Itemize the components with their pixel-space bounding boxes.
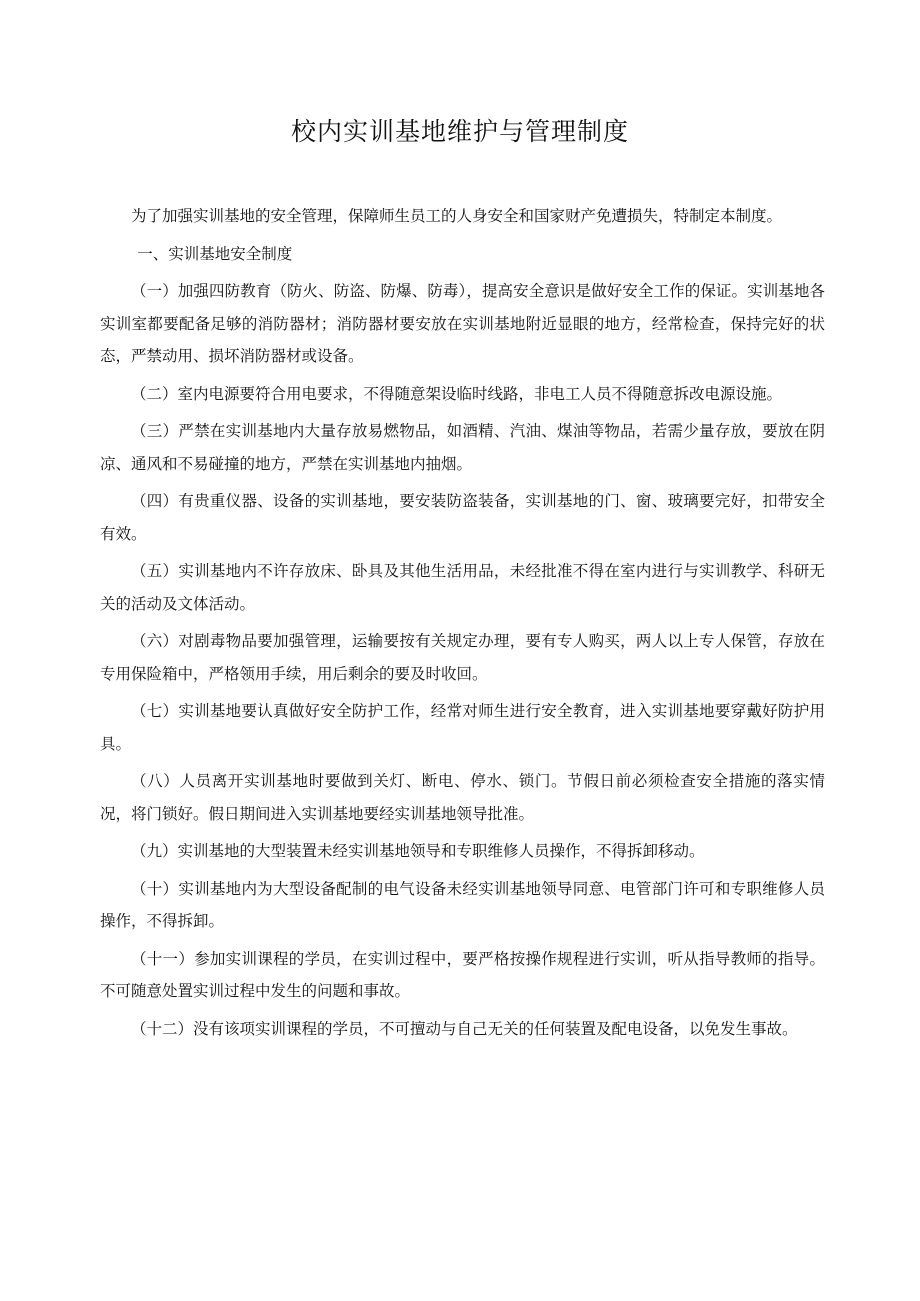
clause-4: （四）有贵重仪器、设备的实训基地，要安装防盗装备，实训基地的门、窗、玻璃要完好，扣带安全有效。	[100, 492, 825, 543]
intro-paragraph: 为了加强实训基地的安全管理，保障师生员工的人身安全和国家财产免遭损失，特制定本制度。	[131, 207, 783, 225]
clause-6: （六）对剧毒物品要加强管理，运输要按有关规定办理，要有专人购买，两人以上专人保管，存放在专用保险箱中，严格领用手续，用后剩余的要及时收回。	[100, 632, 825, 683]
document-body	[100, 200, 825, 1050]
clause-8: （八）人员离开实训基地时要做到关灯、断电、停水、锁门。节假日前必须检查安全措施的落实情况，将门锁好。假日期间进入实训基地要经实训基地领导批准。	[100, 772, 825, 823]
section-heading: 一、实训基地安全制度	[137, 244, 293, 263]
clause-5: （五）实训基地内不许存放床、卧具及其他生活用品，未经批准不得在室内进行与实训教学、科研无关的活动及文体活动。	[100, 562, 825, 613]
clause-12: （十二）没有该项实训课程的学员，不可擅动与自己无关的任何装置及配电设备，以免发生事故。	[131, 1019, 798, 1038]
clause-1: （一）加强四防教育（防火、防盗、防爆、防毒），提高安全意识是做好安全工作的保证。实训基地各实训室都要配备足够的消防器材；消防器材要安放在实训基地附近显眼的地方，经常检查，保持完好的状态，严禁动用、损坏消防器材或设备。	[100, 282, 825, 365]
document-title: 校内实训基地维护与管理制度	[290, 117, 629, 146]
clause-2: （二）室内电源要符合用电要求，不得随意架设临时线路，非电工人员不得随意拆改电源设施。	[131, 384, 783, 403]
clause-9: （九）实训基地的大型装置未经实训基地领导和专职维修人员操作，不得拆卸移动。	[131, 842, 705, 860]
clause-7: （七）实训基地要认真做好安全防护工作，经常对师生进行安全教育，进入实训基地要穿戴好防护用具。	[100, 702, 825, 753]
clause-11: （十一）参加实训课程的学员，在实训过程中，要严格按操作规程进行实训，听从指导教师的指导。不可随意处置实训过程中发生的问题和事故。	[100, 949, 825, 1000]
clause-3: （三）严禁在实训基地内大量存放易燃物品，如酒精、汽油、煤油等物品，若需少量存放，要放在阴凉、通风和不易碰撞的地方，严禁在实训基地内抽烟。	[100, 422, 825, 473]
clause-10: （十）实训基地内为大型设备配制的电气设备未经实训基地领导同意、电管部门许可和专职维修人员操作，不得拆卸。	[100, 879, 825, 930]
